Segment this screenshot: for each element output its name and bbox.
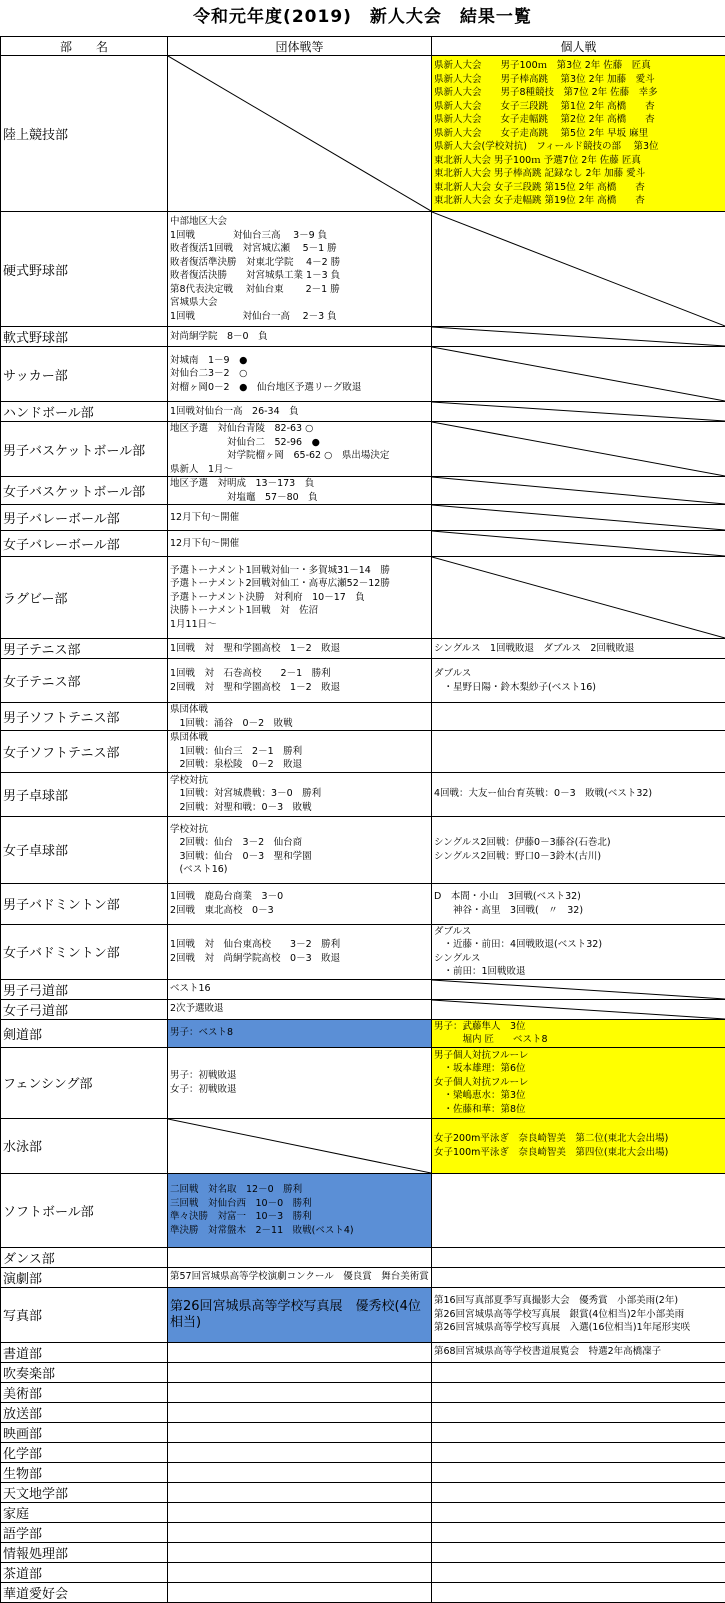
team-result: 1回戦 対 石巻高校 2－1 勝利 2回戦 対 聖和学園高校 1－2 敗退 <box>168 659 432 703</box>
club-name: 水泳部 <box>1 1118 168 1173</box>
team-result: 1回戦 対 聖和学園高校 1－2 敗退 <box>168 639 432 659</box>
diagonal-line-icon <box>432 557 725 638</box>
club-name: 吹奏楽部 <box>1 1362 168 1382</box>
table-row <box>1 212 725 327</box>
team-result: 1回戦 鹿島台商業 3－0 2回戦 東北高校 0－3 <box>168 883 432 924</box>
table-row <box>1 1382 725 1402</box>
individual-result-empty <box>432 531 725 557</box>
table-row <box>1 402 725 422</box>
diagonal-line-icon <box>432 422 725 476</box>
team-result <box>168 1542 432 1562</box>
table-row <box>1 422 725 477</box>
club-name: 書道部 <box>1 1342 168 1362</box>
diagonal-line-icon <box>432 402 725 421</box>
individual-result <box>432 1582 725 1602</box>
club-name: 女子卓球部 <box>1 816 168 883</box>
diagonal-line-icon <box>432 980 725 999</box>
club-name: 女子バスケットボール部 <box>1 477 168 505</box>
club-name: フェンシング部 <box>1 1047 168 1118</box>
individual-result <box>432 1173 725 1247</box>
table-row <box>1 1522 725 1542</box>
club-name: 天文地学部 <box>1 1482 168 1502</box>
individual-result-empty <box>432 477 725 505</box>
club-name: 陸上競技部 <box>1 56 168 212</box>
team-result: 男子：ベスト8 <box>168 1019 432 1047</box>
individual-result: 第16回写真部夏季写真撮影大会 優秀賞 小部美雨(2年) 第26回宮城県高等学校写真展 銀賞(4位相当)2年小部美雨 第26回宮城県高等学校写真展 入選(16位相当)1年尾形実咲 <box>432 1287 725 1342</box>
club-name: 男子ソフトテニス部 <box>1 703 168 731</box>
individual-result <box>432 1502 725 1522</box>
team-result <box>168 1442 432 1462</box>
individual-result <box>432 703 725 731</box>
individual-result: 4回戦：大友ー仙台育英戦：0－3 敗戦(ベスト32) <box>432 772 725 816</box>
individual-result <box>432 731 725 773</box>
team-result <box>168 1402 432 1422</box>
club-name: 茶道部 <box>1 1562 168 1582</box>
individual-result: 県新人大会 男子100ｍ 第3位 2年 佐藤 匠真 県新人大会 男子棒高跳 第3位 2年 加藤 愛斗 県新人大会 男子8種競技 第7位 2年 佐藤 幸多 県新人大会 女子三段跳 第1位 2年 高橋 杏 県新人大会 女子走幅跳 第2位 2年 高橋 杏 県新人大会 女子走高跳 第5位 2年 早坂 麻里 県新人大会(学校対抗) フィールド競技の部 第3位 東北新人大会 男子100ｍ 予選7位 2年 佐藤 匠真 東北新人大会 男子棒高跳 記録なし 2年 加藤 愛斗 東北新人大会 女子三段跳 第15位 2年 高橋 杏 東北新人大会 女子走幅跳 第19位 2年 高橋 杏 <box>432 56 725 212</box>
table-row <box>1 327 725 347</box>
team-result <box>168 1382 432 1402</box>
table-row <box>1 347 725 402</box>
team-result: 地区予選 対明成 13－173 負 対塩竈 57－80 負 <box>168 477 432 505</box>
club-name: 男子バドミントン部 <box>1 883 168 924</box>
individual-result-empty <box>432 327 725 347</box>
table-row <box>1 639 725 659</box>
team-result: 1回戦 対 仙台東高校 3－2 勝利 2回戦 対 尚絅学院高校 0－3 敗退 <box>168 924 432 979</box>
individual-result: 女子200m平泳ぎ 奈良崎智美 第二位(東北大会出場) 女子100m平泳ぎ 奈良崎智美 第四位(東北大会出場) <box>432 1118 725 1173</box>
table-row <box>1 1442 725 1462</box>
team-result: 12月下旬～開催 <box>168 531 432 557</box>
diagonal-line-icon <box>432 531 725 556</box>
individual-result-empty <box>432 212 725 327</box>
header-row <box>1 37 725 56</box>
individual-result-empty <box>432 979 725 999</box>
individual-result: 男子：武藤隼人 3位 堀内 匠 ベスト8 <box>432 1019 725 1047</box>
team-result: 第57回宮城県高等学校演劇コンクール 優良賞 舞台美術賞 <box>168 1267 432 1287</box>
club-name: 写真部 <box>1 1287 168 1342</box>
team-result <box>168 1342 432 1362</box>
diagonal-line-icon <box>432 347 725 401</box>
team-result: ベスト16 <box>168 979 432 999</box>
results-table <box>0 36 725 1603</box>
table-row <box>1 1542 725 1562</box>
table-row <box>1 1462 725 1482</box>
club-name: 剣道部 <box>1 1019 168 1047</box>
team-result: 2次予選敗退 <box>168 999 432 1019</box>
club-name: 男子テニス部 <box>1 639 168 659</box>
club-name: 女子バレーボール部 <box>1 531 168 557</box>
club-name: ソフトボール部 <box>1 1173 168 1247</box>
team-result: 第26回宮城県高等学校写真展 優秀校(4位相当) <box>168 1287 432 1342</box>
table-row <box>1 505 725 531</box>
team-result-empty <box>168 56 432 212</box>
team-result <box>168 1362 432 1382</box>
table-row <box>1 557 725 639</box>
team-result <box>168 1422 432 1442</box>
club-name: 女子弓道部 <box>1 999 168 1019</box>
individual-result: 第68回宮城県高等学校書道展覧会 特選2年高橋凜子 <box>432 1342 725 1362</box>
table-row <box>1 1342 725 1362</box>
individual-result <box>432 1422 725 1442</box>
table-row <box>1 1582 725 1602</box>
individual-result <box>432 1247 725 1267</box>
table-row <box>1 1422 725 1442</box>
club-name: 演劇部 <box>1 1267 168 1287</box>
diagonal-line-icon <box>432 505 725 530</box>
team-result: 対城南 1－9 ● 対仙台二3－2 ○ 対榴ヶ岡0－2 ● 仙台地区予選リーグ敗退 <box>168 347 432 402</box>
table-row <box>1 1562 725 1582</box>
table-row <box>1 1362 725 1382</box>
club-name: ラグビー部 <box>1 557 168 639</box>
club-name: 軟式野球部 <box>1 327 168 347</box>
club-name: サッカー部 <box>1 347 168 402</box>
team-result <box>168 1462 432 1482</box>
club-name: 放送部 <box>1 1402 168 1422</box>
individual-result: D 本間・小山 3回戦(ベスト32) 神谷・高里 3回戦( 〃 32) <box>432 883 725 924</box>
table-row <box>1 1287 725 1342</box>
team-result <box>168 1582 432 1602</box>
table-row <box>1 1247 725 1267</box>
individual-result <box>432 1462 725 1482</box>
club-name: 男子バスケットボール部 <box>1 422 168 477</box>
individual-result <box>432 1402 725 1422</box>
table-row <box>1 659 725 703</box>
header-team: 団体戦等 <box>168 37 432 56</box>
table-row <box>1 816 725 883</box>
individual-result <box>432 1482 725 1502</box>
team-result <box>168 1562 432 1582</box>
team-result: 1回戦対仙台一高 26-34 負 <box>168 402 432 422</box>
header-club: 部 名 <box>1 37 168 56</box>
individual-result: シングルス2回戦：伊藤0－3藤谷(石巻北) シングルス2回戦：野口0－3鈴木(古川) <box>432 816 725 883</box>
team-result <box>168 1522 432 1542</box>
club-name: 男子バレーボール部 <box>1 505 168 531</box>
table-row <box>1 1118 725 1173</box>
table-row <box>1 1267 725 1287</box>
club-name: 生物部 <box>1 1462 168 1482</box>
team-result: 対尚絅学院 8－0 負 <box>168 327 432 347</box>
team-result: 二回戦 対名取 12－0 勝利 三回戦 対仙台西 10－0 勝利 準々決勝 対富一 10－3 勝利 準決勝 対常盤木 2－11 敗戦(ベスト4) <box>168 1173 432 1247</box>
table-row <box>1 924 725 979</box>
team-result: 県団体戦 1回戦：涌谷 0－2 敗戦 <box>168 703 432 731</box>
table-row <box>1 979 725 999</box>
table-row <box>1 772 725 816</box>
club-name: 硬式野球部 <box>1 212 168 327</box>
individual-result-empty <box>432 505 725 531</box>
table-row <box>1 1173 725 1247</box>
club-name: 情報処理部 <box>1 1542 168 1562</box>
diagonal-line-icon <box>168 1119 431 1173</box>
individual-result <box>432 1382 725 1402</box>
team-result: 学校対抗 2回戦：仙台 3－2 仙台商 3回戦：仙台 0－3 聖和学園 (ベスト16) <box>168 816 432 883</box>
team-result: 予選トーナメント1回戦対仙一・多賀城31－14 勝 予選トーナメント2回戦対仙工・高専広瀬52－12勝 予選トーナメント決勝 対利府 10－17 負 決勝トーナメント1回戦 対 佐沼 1月11日～ <box>168 557 432 639</box>
diagonal-line-icon <box>168 56 431 211</box>
team-result: 男子：初戦敗退 女子：初戦敗退 <box>168 1047 432 1118</box>
club-name: 語学部 <box>1 1522 168 1542</box>
individual-result <box>432 1542 725 1562</box>
team-result <box>168 1502 432 1522</box>
club-name: ハンドボール部 <box>1 402 168 422</box>
team-result: 地区予選 対仙台青陵 82-63 ○ 対仙台二 52-96 ● 対学院榴ヶ岡 65-62 ○ 県出場決定 県新人 1月～ <box>168 422 432 477</box>
individual-result <box>432 1562 725 1582</box>
table-row <box>1 883 725 924</box>
team-result-empty <box>168 1118 432 1173</box>
club-name: 家庭 <box>1 1502 168 1522</box>
individual-result: ダブルス ・近藤・前田：4回戦敗退(ベスト32) シングルス ・前田：1回戦敗退 <box>432 924 725 979</box>
individual-result-empty <box>432 347 725 402</box>
table-row <box>1 1502 725 1522</box>
club-name: ダンス部 <box>1 1247 168 1267</box>
individual-result <box>432 1442 725 1462</box>
header-individual: 個人戦 <box>432 37 725 56</box>
individual-result-empty <box>432 402 725 422</box>
table-row <box>1 703 725 731</box>
table-row <box>1 1047 725 1118</box>
table-row <box>1 1019 725 1047</box>
team-result: 中部地区大会 1回戦 対仙台三高 3－9 負 敗者復活1回戦 対宮城広瀬 5－1 勝 敗者復活準決勝 対東北学院 4－2 勝 敗者復活決勝 対宮城県工業 1－3 負 第8代表決定戦 対仙台東 2－1 勝 宮城県大会 1回戦 対仙台一高 2－3 負 <box>168 212 432 327</box>
team-result <box>168 1247 432 1267</box>
individual-result <box>432 1522 725 1542</box>
individual-result <box>432 1267 725 1287</box>
table-row <box>1 56 725 212</box>
club-name: 美術部 <box>1 1382 168 1402</box>
page-title: 令和元年度(2019) 新人大会 結果一覧 <box>0 0 725 36</box>
club-name: 女子テニス部 <box>1 659 168 703</box>
table-row <box>1 1402 725 1422</box>
club-name: 映画部 <box>1 1422 168 1442</box>
team-result: 県団体戦 1回戦：仙台三 2－1 勝利 2回戦：泉松陵 0－2 敗退 <box>168 731 432 773</box>
individual-result: シングルス 1回戦敗退 ダブルス 2回戦敗退 <box>432 639 725 659</box>
table-row <box>1 477 725 505</box>
table-row <box>1 531 725 557</box>
table-row <box>1 731 725 773</box>
individual-result-empty <box>432 999 725 1019</box>
club-name: 男子弓道部 <box>1 979 168 999</box>
club-name: 華道愛好会 <box>1 1582 168 1602</box>
club-name: 男子卓球部 <box>1 772 168 816</box>
club-name: 女子ソフトテニス部 <box>1 731 168 773</box>
club-name: 化学部 <box>1 1442 168 1462</box>
individual-result <box>432 1362 725 1382</box>
team-result <box>168 1482 432 1502</box>
team-result: 12月下旬～開催 <box>168 505 432 531</box>
individual-result: 男子個人対抗フルーレ ・坂本雄理：第6位 女子個人対抗フルーレ ・梁嶋恵水：第3位 ・佐藤和華：第8位 <box>432 1047 725 1118</box>
diagonal-line-icon <box>432 327 725 346</box>
individual-result: ダブルス ・星野日陽・鈴木梨紗子(ベスト16) <box>432 659 725 703</box>
team-result: 学校対抗 1回戦：対宮城農戦：3－0 勝利 2回戦：対聖和戦：0－3 敗戦 <box>168 772 432 816</box>
diagonal-line-icon <box>432 477 725 504</box>
table-row <box>1 1482 725 1502</box>
table-row <box>1 999 725 1019</box>
diagonal-line-icon <box>432 212 725 326</box>
diagonal-line-icon <box>432 1000 725 1019</box>
individual-result-empty <box>432 422 725 477</box>
club-name: 女子バドミントン部 <box>1 924 168 979</box>
individual-result-empty <box>432 557 725 639</box>
